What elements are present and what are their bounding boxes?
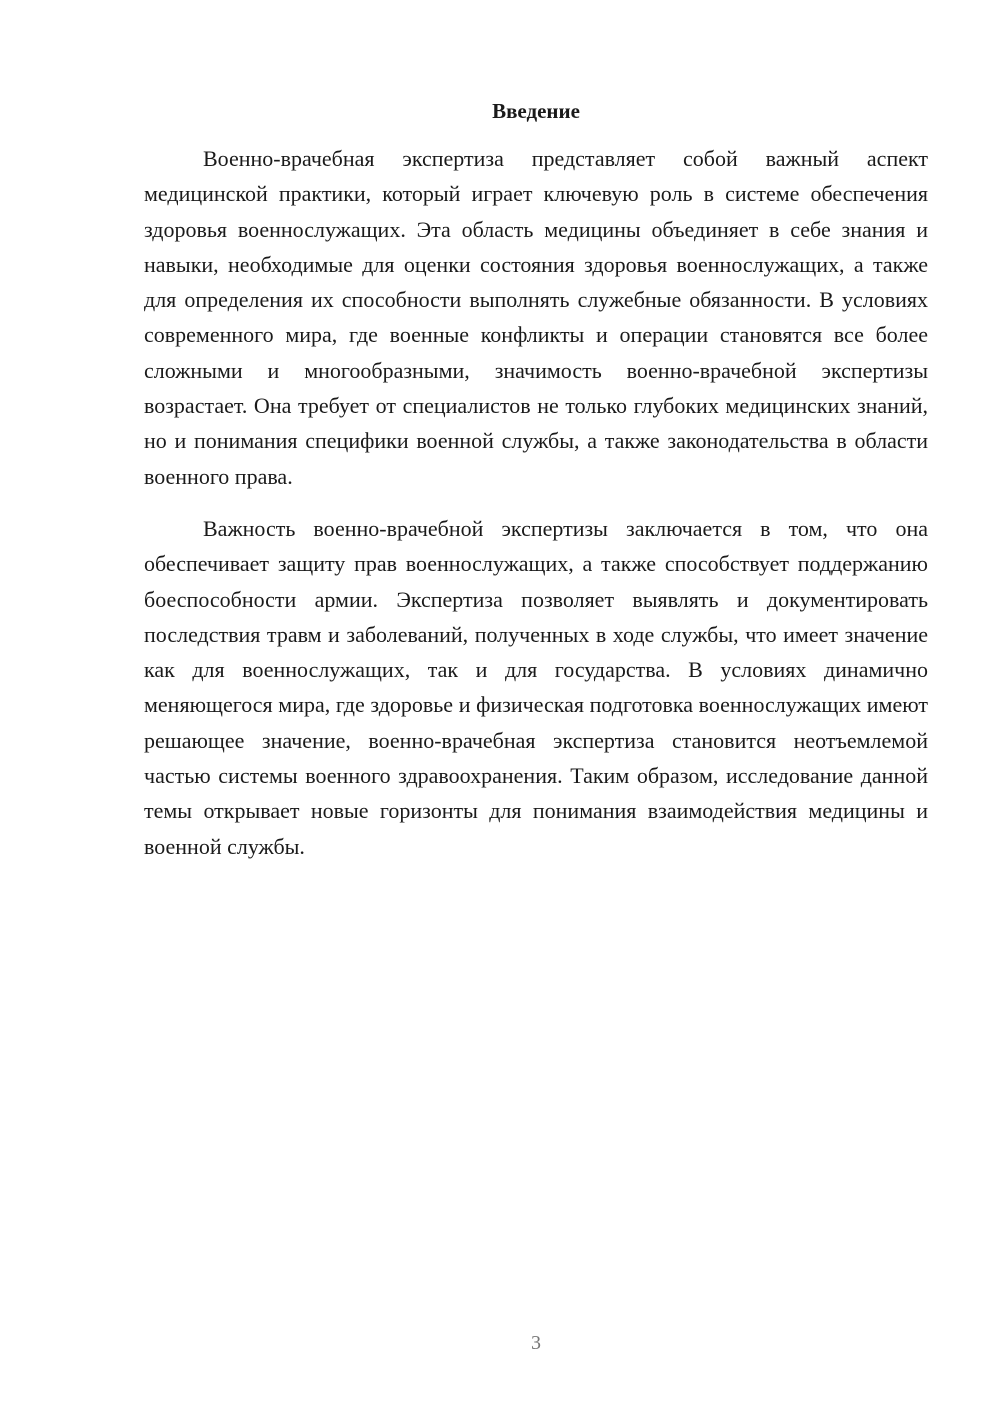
paragraph-1: Военно-врачебная экспертиза представляет собой важный аспект медицинской практики, который играет ключевую роль в системе обеспечения здоровья военнослужащих. Эта область медицины объединяет в себе знания и навыки, необходимые для оценки состояния здоровья военнослужащих, а также для определения их способности выполнять служебные обязанности. В условиях современного мира, где военные конфликты и операции становятся все более сложными и многообразными, значимость военно-врачебной экспертизы возрастает. Она требует от специалистов не только глубоких медицинских знаний, но и понимания специфики военной службы, а также законодательства в области военного права.: [144, 146, 928, 489]
page-number: 3: [531, 1332, 541, 1354]
section-title: Введение: [492, 99, 580, 123]
body-text: [144, 141, 928, 864]
paragraph-2: Важность военно-врачебной экспертизы заключается в том, что она обеспечивает защиту прав военнослужащих, а также способствует поддержанию боеспособности армии. Экспертиза позволяет выявлять и документировать последствия травм и заболеваний, полученных в ходе службы, что имеет значение как для военнослужащих, так и для государства. В условиях динамично меняющегося мира, где здоровье и физическая подготовка военнослужащих имеют решающее значение, военно-врачебная экспертиза становится неотъемлемой частью системы военного здравоохранения. Таким образом, исследование данной темы открывает новые горизонты для понимания взаимодействия медицины и военной службы.: [144, 515, 928, 859]
